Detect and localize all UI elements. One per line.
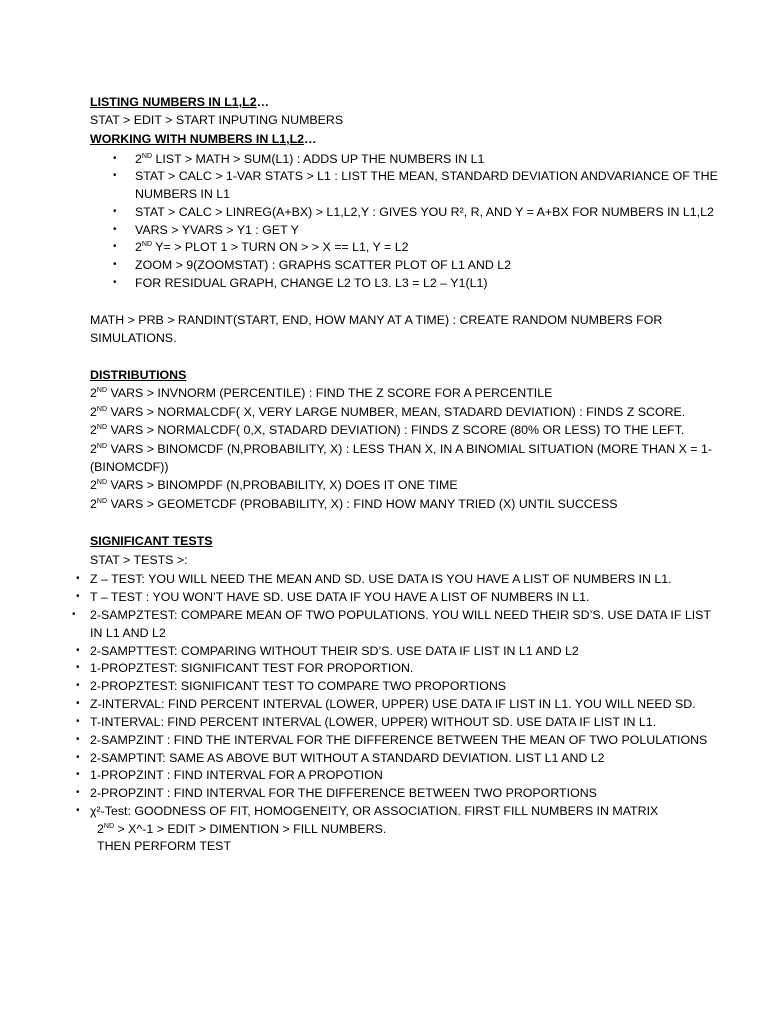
chi-square-step-2: THEN PERFORM TEST — [97, 839, 232, 853]
distribution-text: VARS > GEOMETCDF (PROBABILITY, X) : FIND HOW MANY TRIED (X) UNTIL SUCCESS — [107, 497, 618, 511]
bullet-icon: • — [76, 752, 80, 763]
working-item-6: ZOOM > 9(ZOOMSTAT) : GRAPHS SCATTER PLOT OF L1 AND L2 — [135, 258, 512, 272]
test-item-10: 2-SAMPTINT: SAME AS ABOVE BUT WITHOUT A STANDARD DEVIATION. LIST L1 AND L2 — [90, 751, 605, 765]
working-item-text: Y= > PLOT 1 > TURN ON > > X == L1, Y = L2 — [152, 240, 409, 254]
bullet-icon: • — [113, 277, 117, 288]
bullet-icon: • — [76, 662, 80, 673]
test-item-8: T-INTERVAL: FIND PERCENT INTERVAL (LOWER, UPPER) WITHOUT SD. USE DATA IF LIST IN L1. — [90, 715, 657, 729]
bullet-icon: • — [113, 170, 117, 181]
test-item-11: 1-PROPZINT : FIND INTERVAL FOR A PROPOTION — [90, 768, 383, 782]
math-line-2: SIMULATIONS. — [90, 331, 177, 345]
distribution-line-4 — [90, 441, 712, 457]
working-item-2: STAT > CALC > 1-VAR STATS > L1 : LIST THE MEAN, STANDARD DEVIATION ANDVARIANCE OF THE — [135, 169, 718, 183]
ordinal-number: 2 — [90, 442, 97, 456]
working-heading-line — [90, 131, 316, 147]
distribution-text: (BINOMCDF)) — [90, 460, 169, 474]
test-item-2: T – TEST : YOU WON’T HAVE SD. USE DATA IF YOU HAVE A LIST OF NUMBERS IN L1. — [90, 590, 590, 604]
working-heading-tail: … — [304, 132, 317, 146]
bullet-icon: • — [113, 259, 117, 270]
test-item-3: 2-SAMPZTEST: COMPARE MEAN OF TWO POPULATIONS. YOU WILL NEED THEIR SD’S. USE DATA IF LIST — [90, 608, 712, 622]
working-item-2-cont: NUMBERS IN L1 — [135, 187, 231, 201]
bullet-icon: • — [76, 645, 80, 656]
ordinal-number: 2 — [90, 386, 97, 400]
ordinal-number: 2 — [97, 822, 104, 836]
listing-line: STAT > EDIT > START INPUTING NUMBERS — [90, 113, 344, 127]
ordinal-suffix: ND — [96, 424, 108, 431]
bullet-icon: • — [76, 591, 80, 602]
working-item-3: STAT > CALC > LINREG(A+BX) > L1,L2,Y : GIVES YOU R², R, AND Y = A+BX FOR NUMBERS IN L1,L2 — [135, 205, 714, 219]
chi-square-step-1 — [97, 821, 386, 837]
test-item-1: Z – TEST: YOU WILL NEED THE MEAN AND SD. USE DATA IS YOU HAVE A LIST OF NUMBERS IN L1. — [90, 572, 672, 586]
ordinal-suffix: ND — [96, 498, 108, 505]
tests-heading: SIGNIFICANT TESTS — [90, 534, 213, 548]
test-item-6: 2-PROPZTEST: SIGNIFICANT TEST TO COMPARE TWO PROPORTIONS — [90, 679, 507, 693]
bullet-icon: • — [76, 787, 80, 798]
test-item-12: 2-PROPZINT : FIND INTERVAL FOR THE DIFFERENCE BETWEEN TWO PROPORTIONS — [90, 786, 597, 800]
ordinal-number: 2 — [90, 497, 97, 511]
test-item-4: 2-SAMPTTEST: COMPARING WITHOUT THEIR SD’S. USE DATA IF LIST IN L1 AND L2 — [90, 644, 579, 658]
ordinal-number: 2 — [135, 152, 142, 166]
distribution-text: VARS > BINOMPDF (N,PROBABILITY, X) DOES IT ONE TIME — [107, 478, 458, 492]
ordinal-suffix: ND — [103, 823, 115, 830]
listing-heading: LISTING NUMBERS IN L1,L2 — [90, 95, 257, 109]
listing-heading-tail: … — [256, 95, 269, 109]
ordinal-suffix: ND — [96, 479, 108, 486]
bullet-icon: • — [113, 206, 117, 217]
distribution-line-5 — [90, 459, 168, 475]
tests-sub: STAT > TESTS >: — [90, 553, 188, 567]
working-item-1 — [135, 151, 484, 167]
distribution-line-3 — [90, 422, 684, 438]
ordinal-number: 2 — [90, 423, 97, 437]
bullet-icon: • — [76, 805, 80, 816]
bullet-icon: • — [76, 573, 80, 584]
ordinal-suffix: ND — [141, 153, 153, 160]
bullet-icon: • — [72, 609, 76, 620]
distribution-text: VARS > NORMALCDF( 0,X, STADARD DEVIATION) : FINDS Z SCORE (80% OR LESS) TO THE LEFT. — [107, 423, 685, 437]
distributions-heading-line — [90, 367, 186, 383]
test-item-3-cont: IN L1 AND L2 — [90, 626, 166, 640]
ordinal-suffix: ND — [96, 443, 108, 450]
tests-heading-line — [90, 533, 213, 549]
bullet-icon: • — [76, 716, 80, 727]
bullet-icon: • — [76, 769, 80, 780]
working-item-7: FOR RESIDUAL GRAPH, CHANGE L2 TO L3. L3 = L2 – Y1(L1) — [135, 276, 488, 290]
working-item-4: VARS > YVARS > Y1 : GET Y — [135, 223, 299, 237]
distribution-text: VARS > NORMALCDF( X, VERY LARGE NUMBER, MEAN, STADARD DEVIATION) : FINDS Z SCORE. — [107, 405, 686, 419]
chi-step-text: > X^-1 > EDIT > DIMENTION > FILL NUMBERS. — [114, 822, 387, 836]
working-item-5 — [135, 239, 409, 255]
ordinal-number: 2 — [90, 478, 97, 492]
ordinal-number: 2 — [135, 240, 142, 254]
ordinal-number: 2 — [90, 405, 97, 419]
bullet-icon: • — [113, 153, 117, 164]
distribution-line-1 — [90, 385, 552, 401]
distributions-heading: DISTRIBUTIONS — [90, 368, 187, 382]
distribution-line-6 — [90, 477, 458, 493]
ordinal-suffix: ND — [96, 406, 108, 413]
test-item-13: χ²-Test: GOODNESS OF FIT, HOMOGENEITY, OR ASSOCIATION. FIRST FILL NUMBERS IN MATRIX — [90, 804, 659, 818]
test-item-7: Z-INTERVAL: FIND PERCENT INTERVAL (LOWER, UPPER) USE DATA IF LIST IN L1. YOU WILL NEED SD. — [90, 697, 696, 711]
test-item-5: 1-PROPZTEST: SIGNIFICANT TEST FOR PROPORTION. — [90, 661, 414, 675]
ordinal-suffix: ND — [141, 241, 153, 248]
math-line-1: MATH > PRB > RANDINT(START, END, HOW MANY AT A TIME) : CREATE RANDOM NUMBERS FOR — [90, 313, 663, 327]
bullet-icon: • — [76, 734, 80, 745]
bullet-icon: • — [76, 680, 80, 691]
bullet-icon: • — [113, 224, 117, 235]
working-item-text: LIST > MATH > SUM(L1) : ADDS UP THE NUMBERS IN L1 — [152, 152, 485, 166]
distribution-line-2 — [90, 404, 685, 420]
test-item-9: 2-SAMPZINT : FIND THE INTERVAL FOR THE DIFFERENCE BETWEEN THE MEAN OF TWO POLULATIONS — [90, 733, 708, 747]
distribution-line-7 — [90, 496, 618, 512]
ordinal-suffix: ND — [96, 387, 108, 394]
distribution-text: VARS > BINOMCDF (N,PROBABILITY, X) : LESS THAN X, IN A BINOMIAL SITUATION (MORE THAN X = 1- — [107, 442, 713, 456]
bullet-icon: • — [113, 241, 117, 252]
working-heading: WORKING WITH NUMBERS IN L1,L2 — [90, 132, 305, 146]
distribution-text: VARS > INVNORM (PERCENTILE) : FIND THE Z SCORE FOR A PERCENTILE — [107, 386, 553, 400]
bullet-icon: • — [76, 698, 80, 709]
listing-heading-line — [90, 94, 269, 110]
